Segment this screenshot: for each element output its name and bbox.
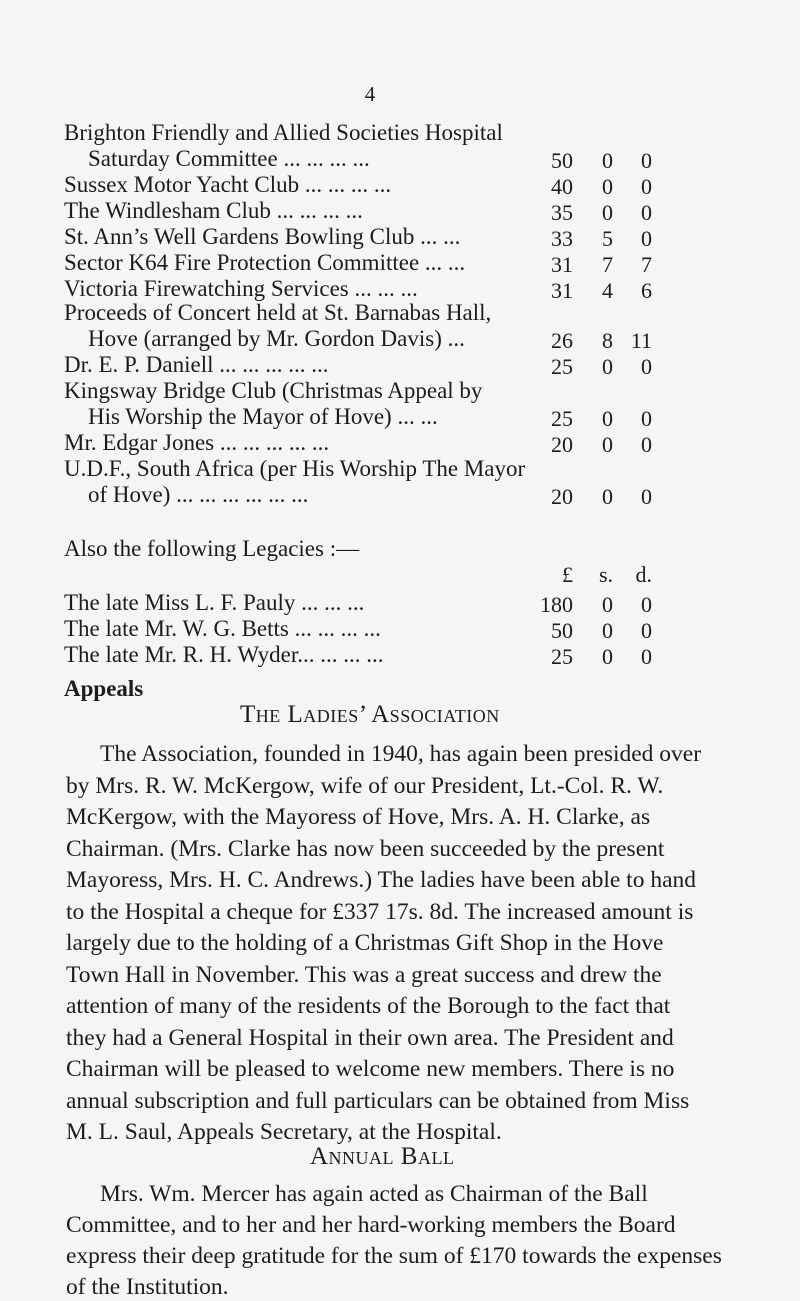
donation-shillings: 0 xyxy=(602,432,613,457)
donation-line: of Hove) ... ... ... ... ... ... xyxy=(88,482,309,507)
donation-shillings: 4 xyxy=(602,278,613,303)
donation-pounds: 35 xyxy=(551,200,573,225)
donation-pounds: 20 xyxy=(551,432,573,457)
donation-pence: 6 xyxy=(641,278,652,303)
donation-pounds: 40 xyxy=(551,174,573,199)
ladies-paragraph-line: largely due to the holding of a Christmas Gift Shop in the Hove xyxy=(66,930,664,956)
donation-shillings: 8 xyxy=(602,328,613,353)
ball-paragraph-line: Mrs. Wm. Mercer has again acted as Chairman of the Ball xyxy=(100,1181,648,1207)
donation-line: Brighton Friendly and Allied Societies Hospital xyxy=(64,120,503,145)
ladies-paragraph-line: Chairman. (Mrs. Clarke has now been succeeded by the present xyxy=(66,835,665,862)
donation-shillings: 0 xyxy=(602,484,613,509)
donation-line: U.D.F., South Africa (per His Worship The Mayor xyxy=(64,456,526,481)
donation-pence: 0 xyxy=(641,174,652,199)
section-heading-ball: Annual Ball xyxy=(310,1143,455,1170)
donation-pounds: 50 xyxy=(551,148,573,173)
ladies-paragraph-line: The Association, founded in 1940, has again been presided over xyxy=(100,741,702,767)
donation-pence: 0 xyxy=(641,354,652,379)
donation-shillings: 0 xyxy=(602,354,613,379)
donation-line: The Windlesham Club ... ... ... ... xyxy=(64,198,363,223)
donation-pounds: 26 xyxy=(551,328,573,353)
donation-pence: 0 xyxy=(641,432,652,457)
ladies-paragraph-line: annual subscription and full particulars can be obtained from Miss xyxy=(66,1087,690,1114)
donation-shillings: 0 xyxy=(602,200,613,225)
ball-paragraph-line: Committee, and to her and her hard-working members the Board xyxy=(66,1212,676,1238)
donation-line: St. Ann’s Well Gardens Bowling Club ... ... xyxy=(64,224,461,249)
donation-shillings: 0 xyxy=(602,174,613,199)
donation-line: Proceeds of Concert held at St. Barnabas Hall, xyxy=(64,300,492,325)
donation-pence: 0 xyxy=(641,406,652,431)
legacy-pence: 0 xyxy=(641,644,652,669)
donation-pounds: 31 xyxy=(551,252,573,277)
ladies-paragraph-line: attention of many of the residents of the Borough to the fact that xyxy=(66,993,671,1019)
donation-pence: 7 xyxy=(641,252,652,277)
page-number: 4 xyxy=(364,82,376,106)
donation-line: His Worship the Mayor of Hove) ... ... xyxy=(88,404,438,429)
ladies-paragraph-line: they had a General Hospital in their own area. The President and xyxy=(66,1024,674,1051)
legacy-line: The late Miss L. F. Pauly ... ... ... xyxy=(64,590,365,615)
donation-pence: 0 xyxy=(641,148,652,173)
legacies-header-pence: d. xyxy=(635,562,652,587)
donation-pounds: 33 xyxy=(551,226,573,251)
legacy-shillings: 0 xyxy=(602,592,613,617)
legacy-shillings: 0 xyxy=(602,618,613,643)
donation-shillings: 7 xyxy=(602,252,613,277)
donation-pounds: 25 xyxy=(551,406,573,431)
donation-pence: 0 xyxy=(641,484,652,509)
ball-paragraph-line: of the Institution. xyxy=(66,1274,229,1300)
ball-paragraph-line: express their deep gratitude for the sum of £170 towards the expenses xyxy=(66,1243,722,1269)
legacies-header-pounds: £ xyxy=(562,562,573,587)
legacy-pence: 0 xyxy=(641,618,652,643)
ladies-paragraph-line: McKergow, with the Mayoress of Hove, Mrs. A. H. Clarke, as xyxy=(66,804,651,830)
donation-line: Mr. Edgar Jones ... ... ... ... ... xyxy=(64,430,330,455)
donation-pounds: 31 xyxy=(551,278,573,303)
donation-line: Saturday Committee ... ... ... ... xyxy=(88,146,370,171)
ladies-paragraph-line: Mayoress, Mrs. H. C. Andrews.) The ladies have been able to hand xyxy=(66,867,697,893)
donation-shillings: 0 xyxy=(602,148,613,173)
donation-line: Hove (arranged by Mr. Gordon Davis) ... xyxy=(88,326,465,351)
ladies-paragraph-line: M. L. Saul, Appeals Secretary, at the Hospital. xyxy=(66,1119,502,1145)
section-heading-ladies: The Ladies’ Association xyxy=(240,701,500,728)
donation-pence: 0 xyxy=(641,226,652,251)
legacy-shillings: 0 xyxy=(602,644,613,669)
legacy-line: The late Mr. R. H. Wyder... ... ... ... xyxy=(64,642,384,667)
legacy-line: The late Mr. W. G. Betts ... ... ... ... xyxy=(64,616,381,641)
donation-line: Kingsway Bridge Club (Christmas Appeal by xyxy=(64,378,483,403)
donation-shillings: 5 xyxy=(602,226,613,251)
ladies-paragraph-line: Town Hall in November. This was a great success and drew the xyxy=(66,961,662,988)
ladies-paragraph-line: to the Hospital a cheque for £337 17s. 8d. The increased amount is xyxy=(66,898,694,925)
legacy-pounds: 180 xyxy=(540,592,573,617)
donation-line: Sussex Motor Yacht Club ... ... ... ... xyxy=(64,172,392,197)
donation-line: Dr. E. P. Daniell ... ... ... ... ... xyxy=(64,352,329,377)
legacies-header-shillings: s. xyxy=(598,562,613,587)
donation-pounds: 25 xyxy=(551,354,573,379)
ladies-paragraph-line: Chairman will be pleased to welcome new members. There is no xyxy=(66,1056,675,1082)
section-heading-appeals: Appeals xyxy=(64,676,144,701)
donation-pounds: 20 xyxy=(551,484,573,509)
donation-pence: 11 xyxy=(630,328,652,353)
donation-pence: 0 xyxy=(641,200,652,225)
legacies-intro: Also the following Legacies :— xyxy=(64,536,360,561)
legacy-pounds: 25 xyxy=(551,644,573,669)
donation-shillings: 0 xyxy=(602,406,613,431)
legacy-pounds: 50 xyxy=(551,618,573,643)
donation-line: Victoria Firewatching Services ... ... ... xyxy=(64,276,418,301)
legacy-pence: 0 xyxy=(641,592,652,617)
donation-line: Sector K64 Fire Protection Committee ... ... xyxy=(64,250,466,275)
ladies-paragraph-line: by Mrs. R. W. McKergow, wife of our President, Lt.-Col. R. W. xyxy=(66,772,664,799)
